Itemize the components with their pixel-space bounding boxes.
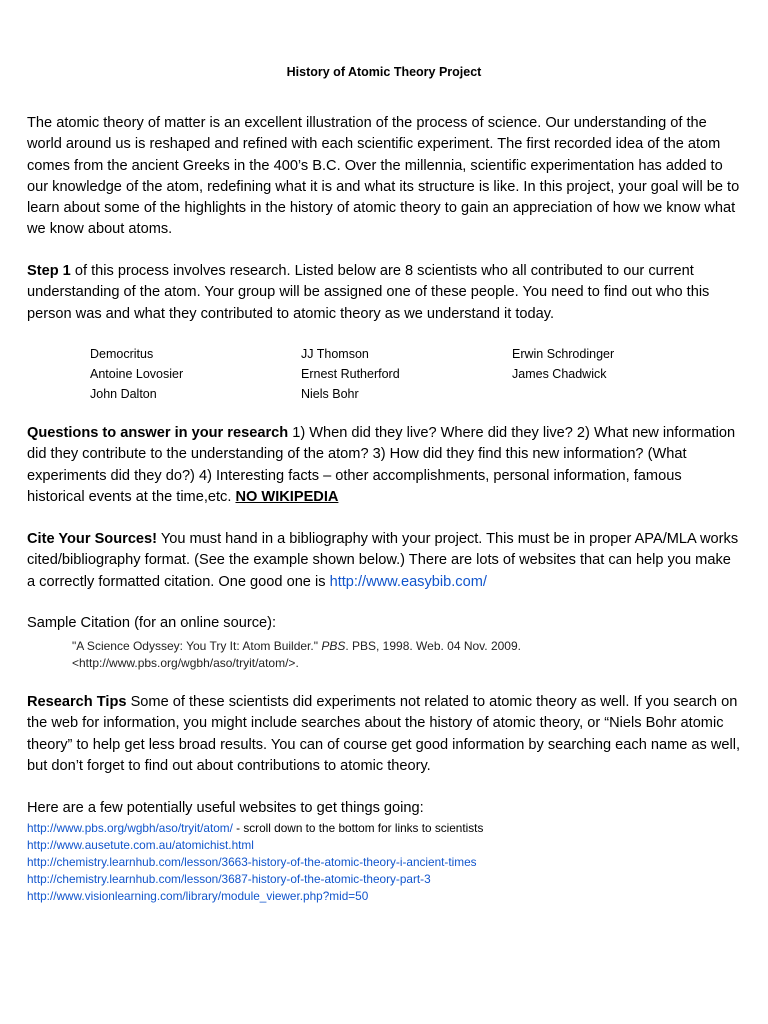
step1-text: of this process involves research. Listed below are 8 scientists who all contributed to our current understanding of the atom. Your group will be assigned one of these people. You need to find out who this person was and what they contributed to atomic theory as we understand it today. (27, 263, 710, 322)
page-title: History of Atomic Theory Project (286, 65, 482, 79)
sample-citation (72, 638, 542, 672)
step1-paragraph (27, 261, 742, 325)
websites-heading: Here are a few potentially useful websites to get things going: (27, 800, 424, 816)
questions-paragraph (27, 423, 742, 508)
no-wikipedia-emphasis: NO WIKIPEDIA (235, 488, 339, 505)
scientist-item: John Dalton (90, 387, 157, 401)
sample-citation-heading: Sample Citation (for an online source): (27, 615, 277, 631)
research-tips-paragraph (27, 692, 742, 777)
citation-part2: . PBS, 1998. Web. 04 Nov. 2009. <http://www.pbs.org/wgbh/aso/tryit/atom/>. (72, 639, 521, 670)
website-row (27, 888, 747, 905)
questions-text: 1) When did they live? Where did they live? 2) What new information did they contribute to the understanding of the atom? 3) How did they find this new information? (What experiments did they do?) 4) Interesting facts – other accomplishments, personal information, famous historical events at the time,etc. (27, 425, 736, 505)
tips-label: Research Tips (27, 694, 127, 710)
intro-paragraph: The atomic theory of matter is an excellent illustration of the process of science. Our understanding of the world around us is reshaped and refined with each scientific experiment. The first recorded idea of the atom comes from the ancient Greeks in the 400’s B.C. Over the millennia, scientific experimentation has added to our knowledge of the atom, redefining what it is and what its structure is like. In this project, your goal will be to learn about some of the highlights in the history of atomic theory to gain an appreciation of how we know what we know about atoms. (27, 115, 740, 238)
website-row (27, 820, 747, 837)
website-links (27, 820, 747, 905)
scientist-item: Democritus (90, 347, 154, 361)
website-link[interactable]: http://www.ausetute.com.au/atomichist.html (27, 838, 254, 852)
scientist-item: Antoine Lovosier (90, 367, 184, 381)
questions-label: Questions to answer in your research (27, 425, 289, 441)
cite-text: You must hand in a bibliography with your project. This must be in proper APA/MLA works cited/bibliography format. (See the example shown below.) There are lots of websites that can help you make a correctly formatted citation. One good one is (27, 531, 739, 590)
website-row (27, 854, 747, 871)
website-link[interactable]: http://www.pbs.org/wgbh/aso/tryit/atom/ (27, 821, 233, 835)
scientist-item: Erwin Schrodinger (512, 347, 615, 361)
tips-text: Some of these scientists did experiments not related to atomic theory as well. If you search on the web for information, you might include searches about the history of atomic theory, or “Niels Bohr atomic theory” to help get less broad results. You can of course get good information by searching each name as well, but don’t forget to find out about contributions to atomic theory. (27, 694, 741, 774)
scientist-item: JJ Thomson (301, 347, 369, 361)
scientist-item: Niels Bohr (301, 387, 359, 401)
website-row (27, 871, 747, 888)
scientist-list (90, 345, 730, 404)
scientist-item: James Chadwick (512, 367, 607, 381)
website-link[interactable]: http://chemistry.learnhub.com/lesson/3663-history-of-the-atomic-theory-i-ancient-times (27, 855, 477, 869)
scientist-item: Ernest Rutherford (301, 367, 400, 381)
citation-italic: PBS (321, 639, 346, 653)
website-row (27, 837, 747, 854)
step1-label: Step 1 (27, 263, 71, 279)
website-link[interactable]: http://www.visionlearning.com/library/module_viewer.php?mid=50 (27, 889, 369, 903)
cite-label: Cite Your Sources! (27, 531, 158, 547)
cite-paragraph (27, 529, 742, 593)
website-note: - scroll down to the bottom for links to scientists (232, 821, 484, 835)
website-link[interactable]: http://chemistry.learnhub.com/lesson/3687-history-of-the-atomic-theory-part-3 (27, 872, 431, 886)
easybib-link[interactable]: http://www.easybib.com/ (329, 573, 487, 590)
citation-part1: "A Science Odyssey: You Try It: Atom Builder." (72, 639, 322, 653)
